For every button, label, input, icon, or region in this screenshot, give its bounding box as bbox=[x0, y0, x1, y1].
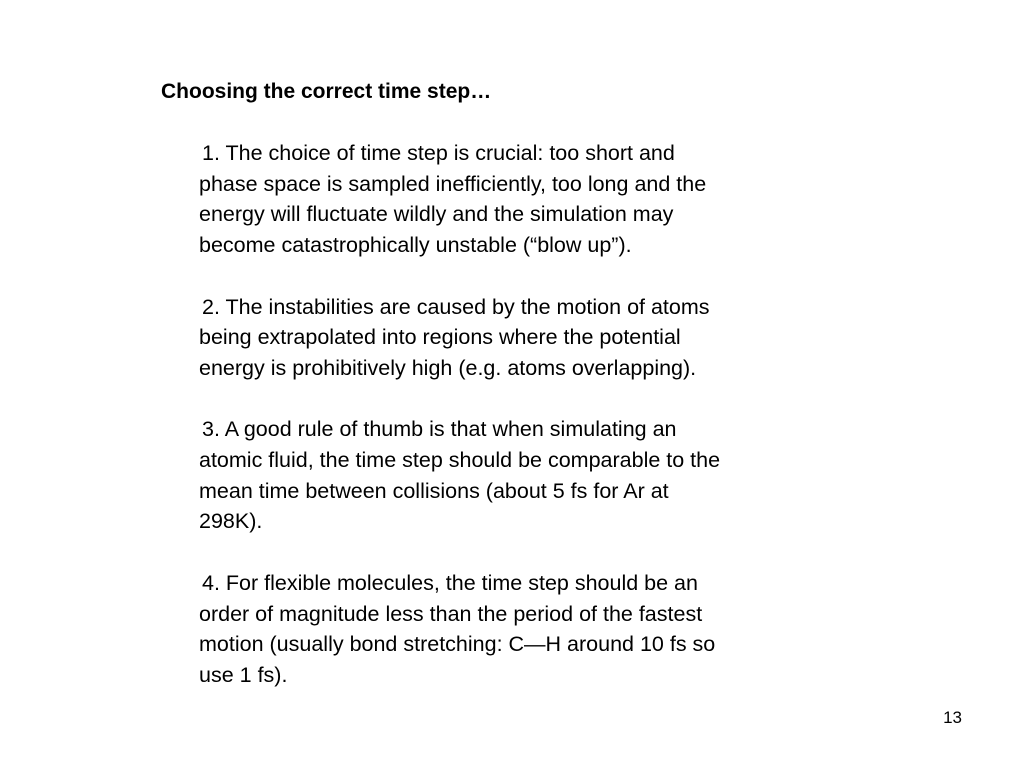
point-line: mean time between collisions (about 5 fs for Ar at bbox=[199, 478, 669, 503]
point-line: 298K). bbox=[199, 509, 263, 534]
page-number: 13 bbox=[943, 708, 962, 727]
point-line: phase space is sampled inefficiently, too long and the bbox=[199, 171, 707, 196]
point-list bbox=[199, 138, 839, 691]
point-4 bbox=[199, 568, 839, 691]
point-1 bbox=[199, 138, 839, 261]
point-line: 1. The choice of time step is crucial: too short and bbox=[202, 141, 675, 165]
point-line: use 1 fs). bbox=[199, 662, 288, 687]
point-line: become catastrophically unstable (“blow up”). bbox=[199, 233, 632, 258]
point-line: atomic fluid, the time step should be comparable to the bbox=[199, 448, 721, 472]
point-line: energy will fluctuate wildly and the simulation may bbox=[199, 202, 674, 227]
point-line: order of magnitude less than the period of the fastest bbox=[199, 601, 703, 626]
point-3 bbox=[199, 414, 839, 537]
point-line: 3. A good rule of thumb is that when simulating an bbox=[202, 417, 677, 442]
point-line: 2. The instabilities are caused by the motion of atoms bbox=[202, 294, 710, 319]
point-line: motion (usually bond stretching: C—H around 10 fs so bbox=[199, 632, 716, 657]
point-line: energy is prohibitively high (e.g. atoms overlapping). bbox=[199, 355, 697, 380]
slide-title: Choosing the correct time step… bbox=[161, 80, 492, 103]
point-line: 4. For flexible molecules, the time step should be an bbox=[202, 570, 698, 595]
point-line: being extrapolated into regions where the potential bbox=[199, 325, 681, 350]
point-2 bbox=[199, 292, 839, 384]
